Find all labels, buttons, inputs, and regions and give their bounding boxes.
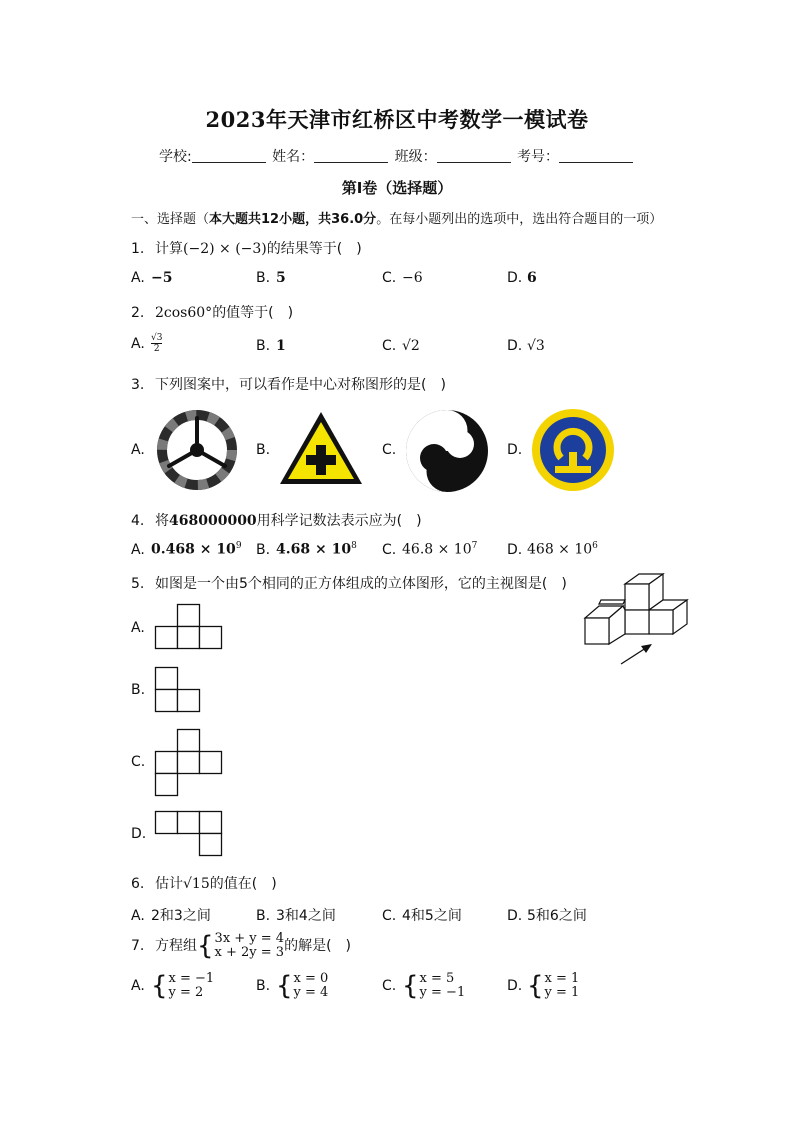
q3-option-a[interactable]: A.	[131, 442, 145, 458]
fraction: $\frac{√3}{2}$	[151, 333, 163, 354]
school-label: 学校:	[158, 149, 192, 165]
question-7: 7. 方程组{3x + y = 4 x + 2y = 3的解是( )	[131, 931, 352, 961]
class-label: 班级：	[394, 149, 437, 165]
q7-option-c[interactable]: C. {x = 5 y = −1	[382, 971, 466, 1001]
section-heading: 一、选择题（本大题共12小题，共36.0分。在每小题列出的选项中，选出符合题目的一项）	[131, 212, 663, 227]
question-1: 1. 计算(−2) × (−3)的结果等于( )	[131, 241, 362, 257]
question-6: 6. 估计√15的值在( )	[131, 876, 277, 892]
exam-no-blank[interactable]	[559, 148, 633, 163]
front-view-b	[155, 667, 201, 713]
q4-option-b[interactable]: B. $4.68 \times 10^8$	[256, 541, 357, 558]
q7-option-b[interactable]: B. {x = 0 y = 4	[256, 971, 329, 1001]
question-3: 3. 下列图案中，可以看作是中心对称图形的是( )	[131, 377, 446, 393]
q4-option-d[interactable]: D. $468 \times 10^6$	[507, 541, 598, 558]
q1-option-b[interactable]: B. 5	[256, 270, 286, 286]
q4-option-c[interactable]: C. $46.8 \times 10^7$	[382, 541, 478, 558]
page-title: 2023年天津市红桥区中考数学一模试卷	[205, 107, 589, 132]
q6-option-b[interactable]: B. 3和4之间	[256, 908, 336, 924]
q7-option-a[interactable]: A. {x = −1 y = 2	[131, 971, 215, 1001]
q5-option-d[interactable]: D.	[131, 826, 147, 842]
q2-option-b[interactable]: B. 1	[256, 338, 286, 354]
q5-option-b[interactable]: B.	[131, 682, 146, 698]
q4-option-a[interactable]: A. $0.468 \times 10^9$	[131, 541, 242, 558]
q5-option-a[interactable]: A.	[131, 620, 145, 636]
q7-option-d[interactable]: D. {x = 1 y = 1	[507, 971, 580, 1001]
exam-no-label: 考号：	[517, 149, 560, 165]
q1-option-d[interactable]: D. 6	[507, 270, 537, 286]
q6-option-c[interactable]: C. 4和5之间	[382, 908, 462, 924]
brace-icon: {	[276, 971, 293, 1001]
question-5: 5. 如图是一个由5个相同的正方体组成的立体图形，它的主视图是( )	[131, 576, 567, 592]
warning-triangle-figure	[278, 410, 364, 486]
question-4: 4. 将468000000用科学记数法表示应为( )	[131, 513, 422, 529]
q6-option-d[interactable]: D. 5和6之间	[507, 908, 587, 924]
brace-icon: {	[527, 971, 544, 1001]
class-blank[interactable]	[437, 148, 511, 163]
q3-option-b[interactable]: B.	[256, 442, 271, 458]
q2-option-c[interactable]: C. √2	[382, 338, 420, 354]
q3-option-d[interactable]: D.	[507, 442, 523, 458]
q1-option-c[interactable]: C. −6	[382, 270, 423, 286]
cube-solid-figure	[583, 572, 691, 668]
q2-option-d[interactable]: D. √3	[507, 338, 545, 354]
name-label: 姓名：	[272, 149, 315, 165]
q5-option-c[interactable]: C.	[131, 754, 146, 770]
railway-logo-figure	[531, 408, 615, 492]
volume-heading: 第I卷（选择题）	[341, 179, 453, 197]
brace-icon: {	[197, 931, 214, 961]
swirl-figure	[404, 408, 490, 494]
q1-option-a[interactable]: A. −5	[131, 270, 173, 286]
brace-icon: {	[402, 971, 419, 1001]
q2-option-a[interactable]: A. $\frac{√3}{2}$	[131, 333, 163, 354]
q3-option-c[interactable]: C.	[382, 442, 397, 458]
name-blank[interactable]	[314, 148, 388, 163]
steering-wheel-figure	[155, 408, 239, 492]
front-view-c	[155, 729, 223, 797]
student-info-line	[0, 146, 794, 166]
question-2: 2. 2cos60°的值等于( )	[131, 305, 294, 321]
brace-icon: {	[151, 971, 168, 1001]
front-view-a	[155, 604, 223, 650]
q6-option-a[interactable]: A. 2和3之间	[131, 908, 211, 924]
school-blank[interactable]	[192, 148, 266, 163]
front-view-d	[155, 811, 223, 857]
equation-system: 3x + y = 4 x + 2y = 3	[214, 931, 285, 960]
